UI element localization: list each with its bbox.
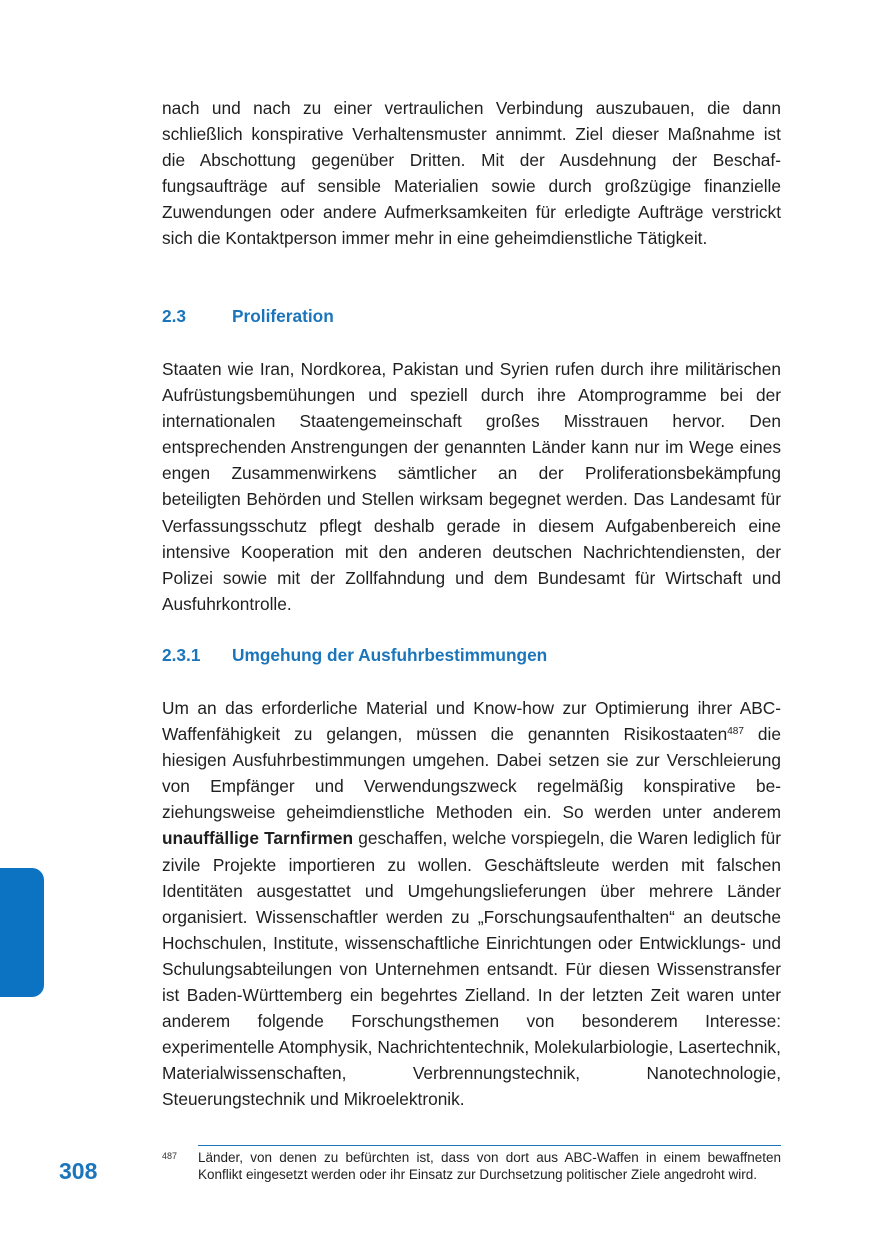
footnote-number: 487: [162, 1151, 178, 1161]
footnote-text: Länder, von denen zu befürchten ist, dass von dort aus ABC-Waffen in einem bewaffneten Konflikt eingesetzt werden oder ihr Einsatz zur Durchsetzung politischer Ziele angedroht wird.: [198, 1150, 781, 1183]
paragraph-text: geschaffen, welche vorspiegeln, die Waren lediglich für zivile Projekte importieren zu wollen. Geschäftsleute werden mit falschen Identitäten ausgestattet und Umgehungslieferungen über mehrere Länder organisiert. Wissenschaftler werden zu „Forschungsaufenthalten“ an deutsche Hochschulen, Institute, wissenschaftliche Einrichtungen oder Entwicklungs- und Schulungsabteilungen von Unternehmen entsandt. Für diesen Wissenstransfer ist Baden-Württemberg ein begehrtes Zielland. In der letzten Zeit waren unter anderem folgende Forschungsthemen von besonderem Interesse: experimentelle Atomphysik, Nachrichtentechnik, Molekularbiologie, Lasertechnik, Materialwissenschaften, Verbrennungstechnik, Nanotechnologie, Steuerungstechnik und Mikroelektronik.: [162, 828, 781, 1110]
body-paragraph-1: nach und nach zu einer vertraulichen Verbindung auszubauen, die dann schließlich konspirative Verhaltensmuster annimmt. Ziel dieser Maßnahme ist die Abschottung gegenüber Dritten. Mit der Ausdehnung der Beschaffungsaufträge auf sensible Materialien sowie durch großzügige finanzielle Zuwendungen oder andere Aufmerksamkeiten für erledigte Aufträge verstrickt sich die Kontaktperson immer mehr in eine geheimdienstliche Tätigkeit.: [162, 98, 781, 249]
section-title: Proliferation: [232, 306, 334, 326]
body-paragraph-3: [162, 695, 781, 1113]
body-paragraph-2: Staaten wie Iran, Nordkorea, Pakistan und Syrien rufen durch ihre militärischen Aufrüstungsbemühungen und speziell durch ihre Atomprogramme bei der internationalen Staatengemeinschaft großes Misstrauen hervor. Den entsprechenden Anstrengungen der genannten Länder kann nur im Wege eines engen Zusammenwirkens sämtlicher an der Proliferationsbekämpfung beteiligten Behörden und Stellen wirksam begegnet werden. Das Landesamt für Verfassungsschutz pflegt deshalb gerade in diesem Aufgabenbereich eine intensive Kooperation mit den anderen deutschen Nachrichtendiensten, der Polizei sowie mit der Zollfahndung und dem Bundesamt für Wirtschaft und Ausfuhrkontrolle.: [162, 359, 781, 614]
paragraph-text: Um an das erforderliche Material und Know-how zur Optimierung ihrer ABC-Waffenfähigkeit zu gelangen, müssen die genannten Risikostaaten: [162, 698, 781, 745]
section-title: Umgehung der Ausfuhrbestimmungen: [232, 645, 548, 665]
chapter-side-tab: [0, 868, 44, 997]
page-number: 308: [59, 1158, 98, 1184]
paragraph-text: die hiesigen Ausfuhrbestimmungen umgehen. Dabei setzen sie zur Verschleierung von Empfänger und Verwendungszweck regelmäßig konspirative beziehungsweise geheimdienstliche Methoden ein. So werden unter anderem: [162, 724, 781, 823]
section-heading-2-3: [162, 304, 334, 328]
footnote-divider: [198, 1145, 781, 1146]
bold-emphasis: unauffällige Tarnfirmen: [162, 828, 354, 849]
footnote-reference[interactable]: 487: [727, 726, 744, 738]
section-number: 2.3.1: [162, 645, 201, 665]
section-heading-2-3-1: [162, 643, 547, 667]
section-number: 2.3: [162, 306, 187, 326]
